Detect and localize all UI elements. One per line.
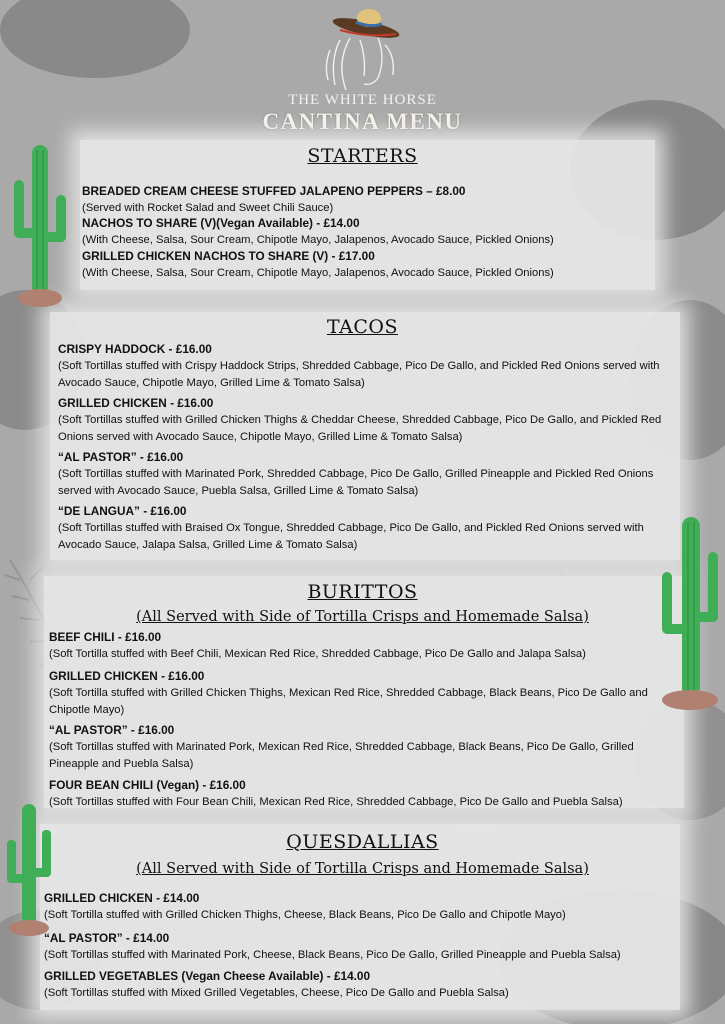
item-description: (Served with Rocket Salad and Sweet Chili Sauce) <box>82 202 334 214</box>
menu-item <box>44 968 684 1002</box>
logo <box>0 0 725 140</box>
item-name: GRILLED CHICKEN - £16.00 <box>49 669 205 683</box>
item-description: (Soft Tortillas stuffed with Mixed Grilled Vegetables, Cheese, Pico De Gallo and Puebla Salsa) <box>44 987 509 999</box>
item-name: BREADED CREAM CHEESE STUFFED JALAPENO PEPPERS – £8.00 <box>82 184 466 198</box>
item-name: “AL PASTOR” - £14.00 <box>44 931 170 945</box>
menu-item <box>49 668 664 719</box>
menu-item <box>58 503 676 554</box>
item-description: (Soft Tortillas stuffed with Marinated Pork, Mexican Red Rice, Shredded Cabbage, Black Beans, Pico De Gallo, Grilled Pineapple and Puebla Salsa) <box>49 741 634 770</box>
item-description: (With Cheese, Salsa, Sour Cream, Chipotle Mayo, Jalapenos, Avocado Sauce, Pickled Onions) <box>82 234 554 246</box>
section-title-burittos: BURITTOS <box>307 581 418 603</box>
item-name: BEEF CHILI - £16.00 <box>49 630 162 644</box>
item-name: “DE LANGUA” - £16.00 <box>58 504 187 518</box>
item-description: (Soft Tortillas stuffed with Marinated Pork, Cheese, Black Beans, Pico De Gallo, Grilled Pineapple and Puebla Salsa) <box>44 949 621 961</box>
item-name: GRILLED CHICKEN NACHOS TO SHARE (V) - £17.00 <box>82 249 375 263</box>
section-title-starters: STARTERS <box>307 145 418 167</box>
menu-item <box>82 248 652 282</box>
item-name: GRILLED CHICKEN - £14.00 <box>44 891 200 905</box>
section-subtitle-quesdallias: (All Served with Side of Tortilla Crisps and Homemade Salsa) <box>136 861 589 877</box>
item-description: (Soft Tortilla stuffed with Beef Chili, Mexican Red Rice, Shredded Cabbage, Pico De Gallo and Jalapa Salsa) <box>49 648 586 660</box>
section-title-tacos: TACOS <box>327 316 398 338</box>
menu-item <box>44 890 684 924</box>
menu-item <box>82 183 652 217</box>
menu-item <box>82 215 652 249</box>
item-description: (Soft Tortillas stuffed with Braised Ox Tongue, Shredded Cabbage, Pico De Gallo, and Pickled Red Onions served with Avocado Sauce, Jalapa Salsa, Grilled Lime & Tomato Salsa) <box>58 522 644 551</box>
item-name: CRISPY HADDOCK - £16.00 <box>58 342 212 356</box>
item-description: (With Cheese, Salsa, Sour Cream, Chipotle Mayo, Jalapenos, Avocado Sauce, Pickled Onions) <box>82 267 554 279</box>
section-subtitle-burittos: (All Served with Side of Tortilla Crisps and Homemade Salsa) <box>136 609 589 625</box>
horse-sombrero-logo-icon <box>0 0 725 100</box>
item-description: (Soft Tortilla stuffed with Grilled Chicken Thighs, Mexican Red Rice, Shredded Cabbage, Black Beans, Pico De Gallo and Chipotle Mayo) <box>49 687 648 716</box>
item-description: (Soft Tortillas stuffed with Four Bean Chili, Mexican Red Rice, Shredded Cabbage, Pico De Gallo and Puebla Salsa) <box>49 796 623 808</box>
item-name: FOUR BEAN CHILI (Vegan) - £16.00 <box>49 778 246 792</box>
item-description: (Soft Tortillas stuffed with Marinated Pork, Shredded Cabbage, Pico De Gallo, Grilled Pineapple and Pickled Red Onions served with Avocado Sauce, Puebla Salsa, Grilled Lime & Tomato Salsa) <box>58 468 654 497</box>
menu-item <box>49 777 689 811</box>
item-name: NACHOS TO SHARE (V)(Vegan Available) - £14.00 <box>82 216 360 230</box>
menu-item <box>58 449 673 500</box>
item-description: (Soft Tortilla stuffed with Grilled Chicken Thighs, Cheese, Black Beans, Pico De Gallo and Chipotle Mayo) <box>44 909 566 921</box>
menu-item <box>58 341 673 392</box>
item-name: GRILLED CHICKEN - £16.00 <box>58 396 214 410</box>
section-title-quesdallias: QUESDALLIAS <box>286 831 439 853</box>
menu-item <box>49 722 664 773</box>
item-name: GRILLED VEGETABLES (Vegan Cheese Available) - £14.00 <box>44 969 371 983</box>
menu-item <box>49 629 679 663</box>
menu-item <box>58 395 673 446</box>
item-description: (Soft Tortillas stuffed with Grilled Chicken Thighs & Cheddar Cheese, Shredded Cabbage, Pico De Gallo, and Pickled Red Onions served with Avocado Sauce, Chipotle Mayo, Grilled Lime & Tomato Salsa) <box>58 414 662 443</box>
item-name: “AL PASTOR” - £16.00 <box>49 723 175 737</box>
item-name: “AL PASTOR” - £16.00 <box>58 450 184 464</box>
logo-title: THE WHITE HORSE <box>288 92 437 108</box>
item-description: (Soft Tortillas stuffed with Crispy Haddock Strips, Shredded Cabbage, Pico De Gallo, and Pickled Red Onions served with Avocado Sauce, Chipotle Mayo, Grilled Lime & Tomato Salsa) <box>58 360 660 389</box>
menu-item <box>44 930 684 964</box>
logo-subtitle: CANTINA MENU <box>262 109 463 134</box>
